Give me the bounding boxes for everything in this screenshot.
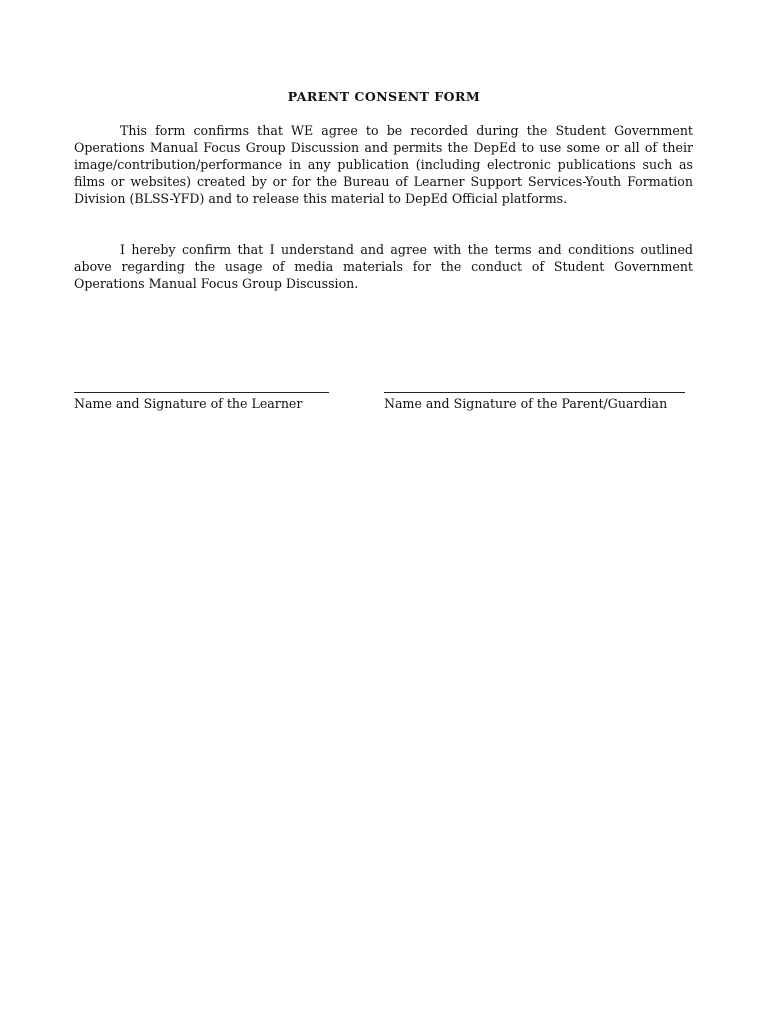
confirmation-paragraph: I hereby confirm that I understand and agree with the terms and conditions outlined above regarding the usage of media materials for the conduct of Student Government Operations Manual Focus Group Discussion. bbox=[74, 242, 693, 291]
consent-paragraph: This form confirms that WE agree to be recorded during the Student Government Operations Manual Focus Group Discussion and permits the DepEd to use some or all of their image/contribution/performance in any publication (including electronic publications such as films or websites) created by or for the Bureau of Learner Support Services-Youth Formation Division (BLSS-YFD) and to release this material to DepEd Official platforms. bbox=[74, 123, 693, 206]
parent-signature-line bbox=[384, 392, 685, 393]
parent-signature-label: Name and Signature of the Parent/Guardian bbox=[384, 396, 668, 411]
form-title: PARENT CONSENT FORM bbox=[287, 89, 481, 104]
learner-signature-label: Name and Signature of the Learner bbox=[74, 396, 303, 411]
learner-signature-line bbox=[74, 392, 329, 393]
